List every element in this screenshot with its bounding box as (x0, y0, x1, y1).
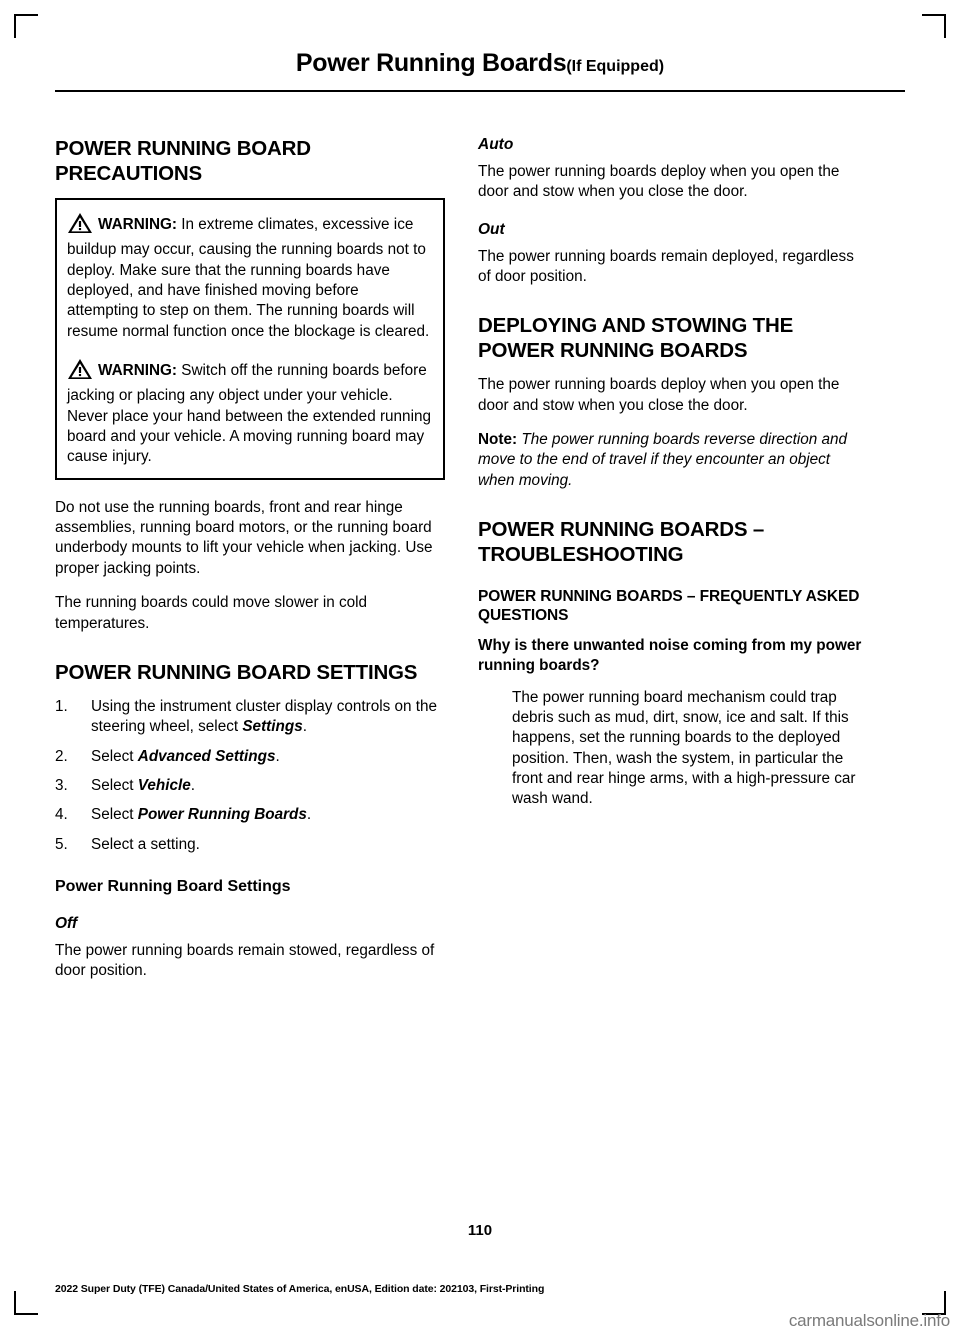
warning-triangle-icon (67, 212, 93, 240)
step-text: Select (91, 806, 138, 824)
header-divider (55, 90, 905, 92)
settings-subheading: Power Running Board Settings (55, 877, 291, 895)
setting-out-label: Out (478, 220, 505, 238)
setting-auto-label: Auto (478, 136, 514, 153)
faq-question: Why is there unwanted noise coming from my power running boards? (478, 636, 862, 674)
warning-triangle-icon (67, 358, 93, 386)
list-item (55, 776, 445, 796)
list-item (55, 697, 445, 738)
list-item (55, 747, 445, 767)
crop-mark-top-right (922, 14, 946, 38)
list-item (55, 835, 445, 855)
right-column (478, 136, 868, 982)
step-emphasis: Vehicle (137, 776, 191, 794)
note-text: The power running boards reverse direction and move to the end of travel if they encounter an object when moving. (478, 431, 848, 489)
setting-auto-text: The power running boards deploy when you open the door and stow when you close the door. (478, 163, 840, 201)
crop-mark-top-left (14, 14, 38, 38)
precautions-heading: POWER RUNNING BOARD PRECAUTIONS (55, 137, 311, 185)
paragraph-jacking: Do not use the running boards, front and rear hinge assemblies, running board motors, or the running board underbody mounts to lift your vehicle when jacking. Use proper jacking points. (55, 498, 433, 577)
setting-out-text: The power running boards remain deployed, regardless of door position. (478, 247, 854, 286)
page-title-qualifier: (If Equipped) (566, 58, 665, 75)
note-label: Note: (478, 431, 518, 449)
faq-answer: The power running board mechanism could trap debris such as mud, dirt, snow, ice and salt. If this happens, set the running boards to the deployed position. Then, wash the system, in particular the front and rear hinge arms, with a high-pressure car wash wand. (512, 688, 856, 808)
step-number: 2. (55, 747, 68, 765)
warning-text: Switch off the running boards before jacking or placing any object under your vehicle. Never place your hand between the extended running board and your vehicle. A moving running board may cause injury. (67, 362, 431, 466)
step-number: 5. (55, 835, 68, 853)
note-block (478, 430, 868, 491)
step-emphasis: Settings (242, 718, 303, 736)
page-number: 110 (467, 1222, 493, 1239)
page-title (55, 50, 905, 78)
setting-off-text: The power running boards remain stowed, regardless of door position. (55, 941, 435, 980)
step-number: 4. (55, 806, 68, 824)
step-suffix: . (275, 747, 280, 765)
warning-text: In extreme climates, excessive ice buildup may occur, causing the running boards not to deploy. Make sure that the running boards have deployed, and have finished moving before attempting to step on them. The running boards will resume normal function once the blockage is cleared. (67, 216, 430, 340)
step-suffix: . (302, 718, 307, 736)
deploying-text: The power running boards deploy when you open the door and stow when you close the door. (478, 376, 840, 414)
page-header (55, 50, 905, 92)
page-title-text: Power Running Boards (295, 49, 567, 77)
step-emphasis: Power Running Boards (137, 806, 307, 824)
step-text: Select (91, 747, 138, 765)
step-text: Select a setting. (91, 835, 200, 853)
setting-off-label: Off (55, 914, 78, 932)
step-text: Select (91, 776, 138, 794)
settings-steps-list (55, 697, 445, 855)
crop-mark-bottom-left (14, 1291, 38, 1315)
warning-item (67, 358, 433, 468)
step-number: 1. (55, 697, 68, 715)
list-item (55, 805, 445, 825)
page-columns (55, 136, 905, 982)
edition-footer: 2022 Super Duty (TFE) Canada/United States of America, enUSA, Edition date: 202103, First-Printing (55, 1283, 545, 1295)
left-column (55, 136, 445, 982)
deploying-heading: DEPLOYING AND STOWING THE POWER RUNNING BOARDS (478, 314, 794, 363)
warning-item (67, 212, 433, 342)
step-text: Using the instrument cluster display controls on the steering wheel, select (91, 697, 438, 736)
step-suffix: . (306, 806, 312, 824)
warning-label: WARNING: (98, 216, 178, 233)
warning-label: WARNING: (98, 362, 178, 380)
warning-box (55, 198, 445, 480)
step-emphasis: Advanced Settings (137, 747, 276, 765)
settings-heading: POWER RUNNING BOARD SETTINGS (55, 660, 418, 684)
step-number: 3. (55, 776, 68, 794)
faq-heading: POWER RUNNING BOARDS – FREQUENTLY ASKED QUESTIONS (478, 588, 860, 625)
step-suffix: . (190, 776, 196, 794)
watermark: carmanualsonline.info (788, 1311, 950, 1330)
paragraph-cold-temperatures: The running boards could move slower in cold temperatures. (55, 594, 368, 632)
troubleshooting-heading: POWER RUNNING BOARDS – TROUBLESHOOTING (478, 518, 765, 567)
